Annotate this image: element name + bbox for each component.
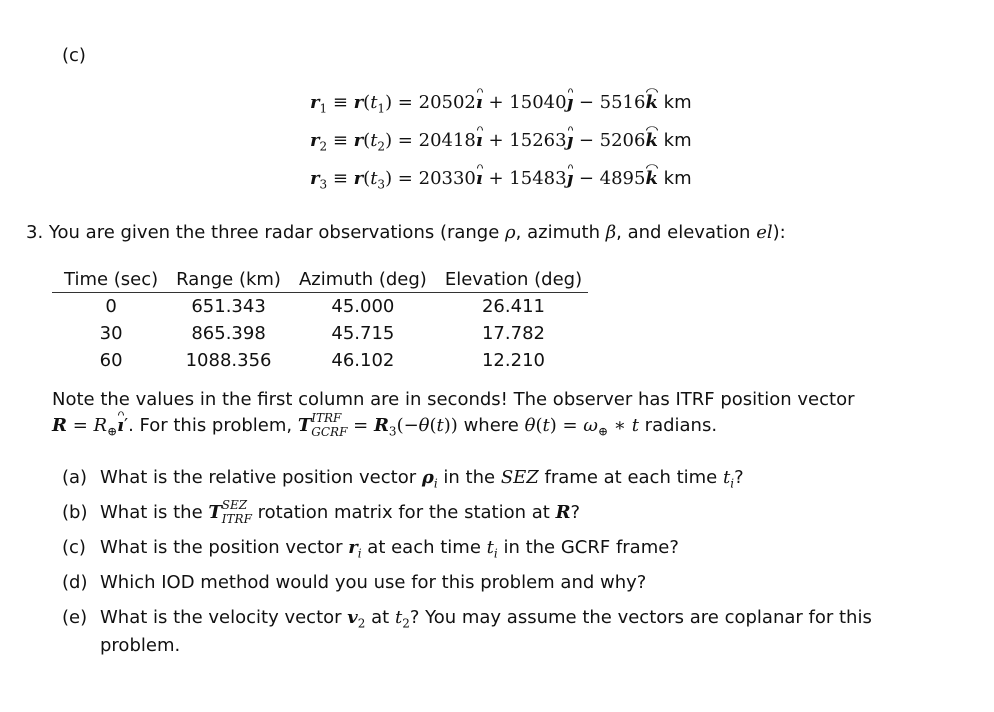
question-a: (a) What is the relative position vector $\rho_i$ in the SEZ frame at each time $t_i$? — [62, 467, 744, 491]
header-time: Time (sec) — [52, 267, 164, 293]
header-azimuth: Azimuth (deg) — [287, 267, 433, 293]
problem-3-intro: 3. You are given the three radar observations (range ρ, azimuth β, and elevation el): — [26, 222, 786, 243]
cell-time: 60 — [99, 350, 123, 371]
header-range: Range (km) — [164, 267, 287, 293]
cell-azimuth: 45.715 — [331, 323, 395, 344]
cell-range: 651.343 — [191, 296, 266, 317]
cell-range: 1088.356 — [185, 350, 272, 371]
equation-r3: $r_3 \equiv r(t_3)$ = 20330ı + 15483ȷ − 4895k km — [310, 168, 692, 192]
header-elevation: Elevation (deg) — [433, 267, 588, 293]
note-line-2: $R = R_\oplus ı'$. For this problem, T $_{ITRF GCRF} = R_3(-\theta(t))$ where $\theta(t) = \omega_\oplus$ ∗ t radians. — [52, 410, 718, 439]
observations-table — [52, 267, 588, 374]
question-e-continuation: problem. — [100, 635, 181, 656]
equation-r2: $r_2 \equiv r(t_2)$ = 20418ı + 15263ȷ − 5206k km — [310, 130, 692, 154]
question-d: (d) Which IOD method would you use for this problem and why? — [62, 572, 647, 593]
equation-r1: $r_1 \equiv r(t_1)$ = 20502ı + 15040ȷ − 5516k km — [310, 92, 692, 116]
cell-azimuth: 45.000 — [331, 296, 395, 317]
cell-elevation: 12.210 — [481, 350, 545, 371]
table-row — [52, 347, 588, 374]
question-e: (e) What is the velocity vector $v_2$ at $t_2$? You may assume the vectors are coplanar for this — [62, 607, 872, 631]
part-c-label: (c) — [62, 45, 86, 66]
cell-time: 0 — [105, 296, 117, 317]
cell-range: 865.398 — [191, 323, 266, 344]
question-b: (b) What is the T $_{SEZ ITRF}$ rotation matrix for the station at R? — [62, 497, 581, 526]
cell-elevation: 26.411 — [481, 296, 545, 317]
table-row — [52, 293, 588, 321]
note-line-1: Note the values in the first column are in seconds! The observer has ITRF position vector — [52, 389, 855, 410]
cell-time: 30 — [99, 323, 123, 344]
table-header-row — [52, 267, 588, 293]
question-c: (c) What is the position vector $r_i$ at each time $t_i$ in the GCRF frame? — [62, 537, 679, 561]
table-row — [52, 320, 588, 347]
cell-azimuth: 46.102 — [331, 350, 395, 371]
cell-elevation: 17.782 — [481, 323, 545, 344]
